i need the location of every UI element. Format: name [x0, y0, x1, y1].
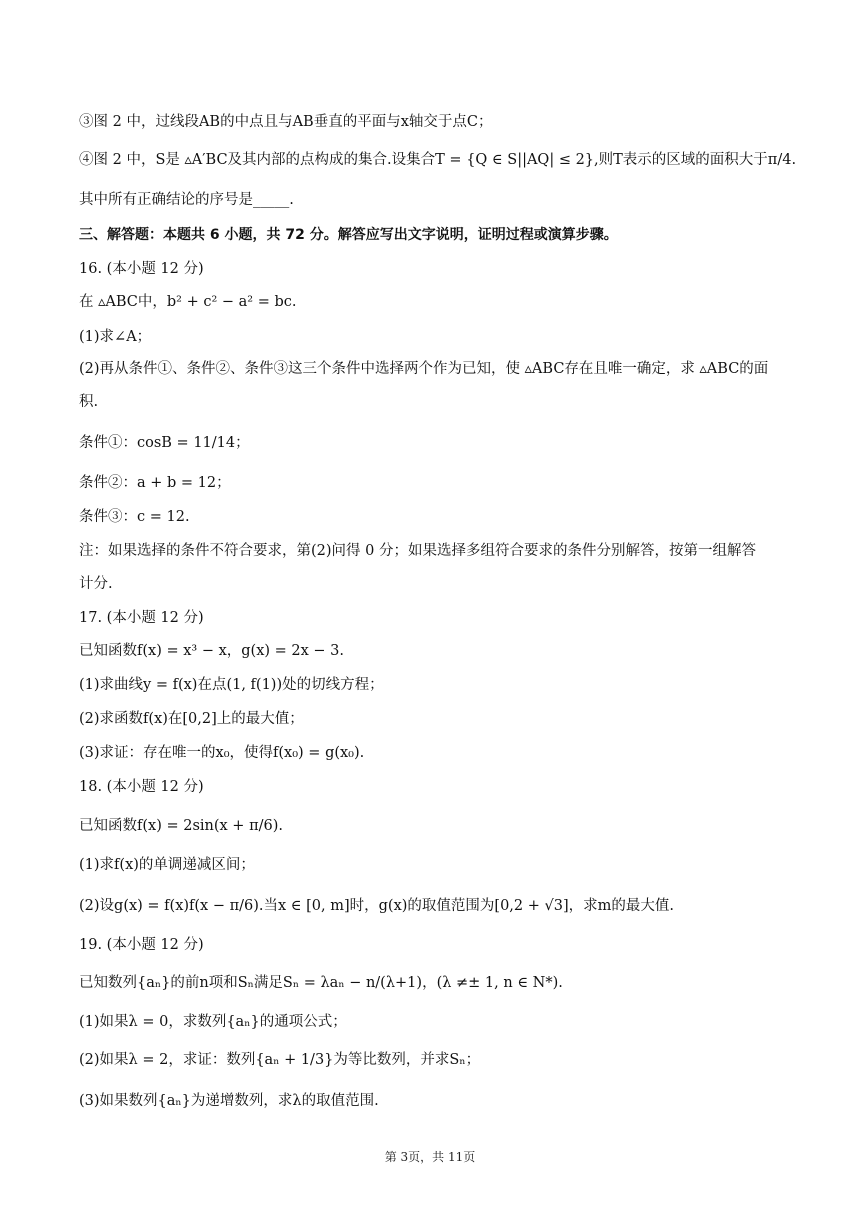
question-number: 17. (本小题 12 分) — [79, 610, 204, 626]
note-line: 计分. — [79, 576, 113, 592]
text-line: (2)设g(x) = f(x)f(x − π/6).当x ∈ [0, m]时，g(x)的取值范围为[0,2 + √3]，求m的最大值. — [79, 898, 674, 914]
text-line: (2)再从条件①、条件②、条件③这三个条件中选择两个作为已知，使 ▵ABC存在且唯一确定，求 ▵ABC的面 — [79, 361, 769, 377]
text-line: (2)如果λ = 2，求证：数列{aₙ + 1/3}为等比数列，并求Sₙ； — [79, 1052, 481, 1068]
text-line: (1)求∠A； — [79, 329, 152, 345]
text-line: (1)求曲线y = f(x)在点(1, f(1))处的切线方程； — [79, 677, 384, 693]
text-line: 已知函数f(x) = x³ − x，g(x) = 2x − 3. — [79, 643, 345, 659]
text-line: (1)求f(x)的单调递减区间； — [79, 857, 255, 873]
condition-3: 条件③：c = 12. — [79, 509, 190, 525]
text-line: ④图 2 中，S是 ▵A′BC及其内部的点构成的集合.设集合T = {Q ∈ S||AQ| ≤ 2},则T表示的区域的面积大于π/4. — [79, 152, 797, 168]
text-line: (2)求函数f(x)在[0,2]上的最大值； — [79, 711, 304, 727]
page-footer: 第 3页，共 11页 — [384, 1150, 476, 1164]
text-line: 其中所有正确结论的序号是_____. — [79, 192, 294, 208]
text-line: ③图 2 中，过线段AB的中点且与AB垂直的平面与x轴交于点C； — [79, 114, 493, 130]
text-line: 积. — [79, 394, 99, 410]
condition-2: 条件②：a + b = 12； — [79, 475, 231, 491]
condition-1: 条件①：cosB = 11/14； — [79, 435, 250, 451]
text-line: (3)求证：存在唯一的x₀，使得f(x₀) = g(x₀). — [79, 745, 365, 761]
note-line: 注：如果选择的条件不符合要求，第(2)问得 0 分；如果选择多组符合要求的条件分别解答，按第一组解答 — [79, 543, 756, 559]
question-number: 18. (本小题 12 分) — [79, 779, 204, 795]
question-number: 16. (本小题 12 分) — [79, 261, 204, 277]
text-line: (3)如果数列{aₙ}为递增数列，求λ的取值范围. — [79, 1093, 379, 1109]
text-line: 已知函数f(x) = 2sin(x + π/6). — [79, 818, 283, 834]
section-heading: 三、解答题：本题共 6 小题，共 72 分。解答应写出文字说明，证明过程或演算步骤。 — [79, 227, 618, 243]
text-line: 在 ▵ABC中，b² + c² − a² = bc. — [79, 294, 297, 310]
text-line: 已知数列{aₙ}的前n项和Sₙ满足Sₙ = λaₙ − n/(λ+1)，(λ ≠± 1, n ∈ N*). — [79, 975, 563, 991]
question-number: 19. (本小题 12 分) — [79, 937, 204, 953]
text-line: (1)如果λ = 0，求数列{aₙ}的通项公式； — [79, 1014, 347, 1030]
